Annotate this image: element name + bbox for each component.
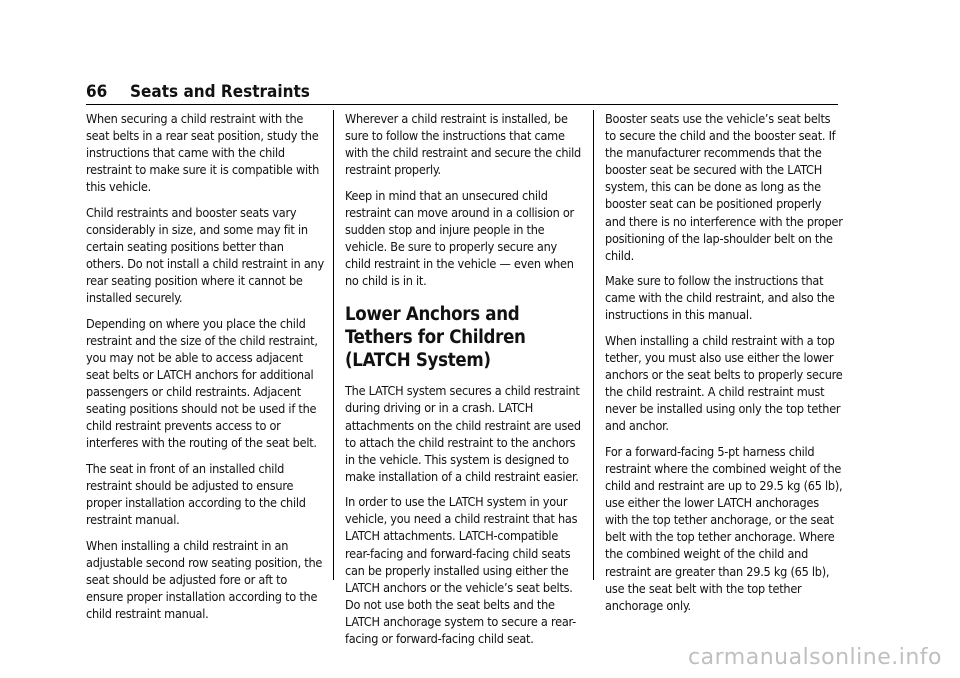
- paragraph: The LATCH system secures a child restraint during driving or in a crash. LATCH attachments on the child restraint are used to attach the child restraint to the anchors in the vehicle. This system is designed to make installation of a child restraint easier.: [345, 383, 581, 484]
- section-heading: Lower Anchors and Tethers for Children (LATCH System): [345, 304, 526, 372]
- paragraph: Keep in mind that an unsecured child restraint can move around in a collision or sudden stop and injure people in the vehicle. Be sure to properly secure any child restraint in the vehicle — even when no child is in it.: [345, 187, 574, 289]
- paragraph: Child restraints and booster seats vary considerably in size, and some may fit in certain seating positions better than others. Do not install a child restraint in any rear seating position where it cannot be installed securely.: [86, 204, 324, 306]
- paragraph: Make sure to follow the instructions that came with the child restraint, and also the instructions in this manual.: [605, 273, 835, 323]
- column-divider: [593, 110, 594, 580]
- paragraph: When installing a child restraint in an adjustable second row seating position, the seat should be adjusted fore or aft to ensure proper installation according to the child restraint manual.: [86, 537, 323, 622]
- paragraph: Depending on where you place the child restraint and the size of the child restraint, you may not be able to access adjacent seat belts or LATCH anchors for additional passengers or child restraints. Adjacent seating positions should not be used if the child restraint prevents access to or interferes with the routing of the seat belt.: [86, 315, 318, 451]
- column-divider: [333, 110, 334, 580]
- text-column-3: [605, 110, 843, 622]
- text-column-2: [345, 110, 583, 656]
- paragraph: Wherever a child restraint is installed, be sure to follow the instructions that came with the child restraint and secure the child restraint properly.: [345, 111, 581, 178]
- paragraph: In order to use the LATCH system in your vehicle, you need a child restraint that has LATCH attachments. LATCH-compatible rear-facing and forward-facing child seats can be properly installed using either the LATCH anchors or the vehicle’s seat belts. Do not use both the seat belts and the LATCH anchorage system to secure a rear-facing or forward-facing child seat.: [345, 494, 578, 647]
- page-header: [86, 82, 838, 105]
- section-title: Seats and Restraints: [130, 82, 310, 102]
- page-number: 66: [86, 82, 108, 102]
- watermark: carmanualsonline.info: [688, 645, 942, 670]
- paragraph: The seat in front of an installed child restraint should be adjusted to ensure proper installation according to the child restraint manual.: [86, 460, 306, 528]
- paragraph: When installing a child restraint with a top tether, you must also use either the lower anchors or the seat belts to properly secure the child restraint. A child restraint must never be installed using only the top tether and anchor.: [605, 332, 843, 434]
- paragraph: For a forward-facing 5-pt harness child restraint where the combined weight of the child and restraint are up to 29.5 kg (65 lb), use either the lower LATCH anchorages with the top tether anchorage, or the seat belt with the top tether anchorage. Where the combined weight of the child and restraint are greater than 29.5 kg (65 lb), use the seat belt with the top tether anchorage only.: [605, 443, 843, 613]
- text-column-1: [86, 110, 324, 631]
- paragraph: When securing a child restraint with the seat belts in a rear seat position, study the instructions that came with the child restraint to make sure it is compatible with this vehicle.: [86, 111, 320, 195]
- paragraph: Booster seats use the vehicle’s seat belts to secure the child and the booster seat. If the manufacturer recommends that the booster seat be secured with the LATCH system, this can be done as long as the booster seat can be positioned properly and there is no interference with the proper positioning of the lap-shoulder belt on the child.: [605, 111, 843, 263]
